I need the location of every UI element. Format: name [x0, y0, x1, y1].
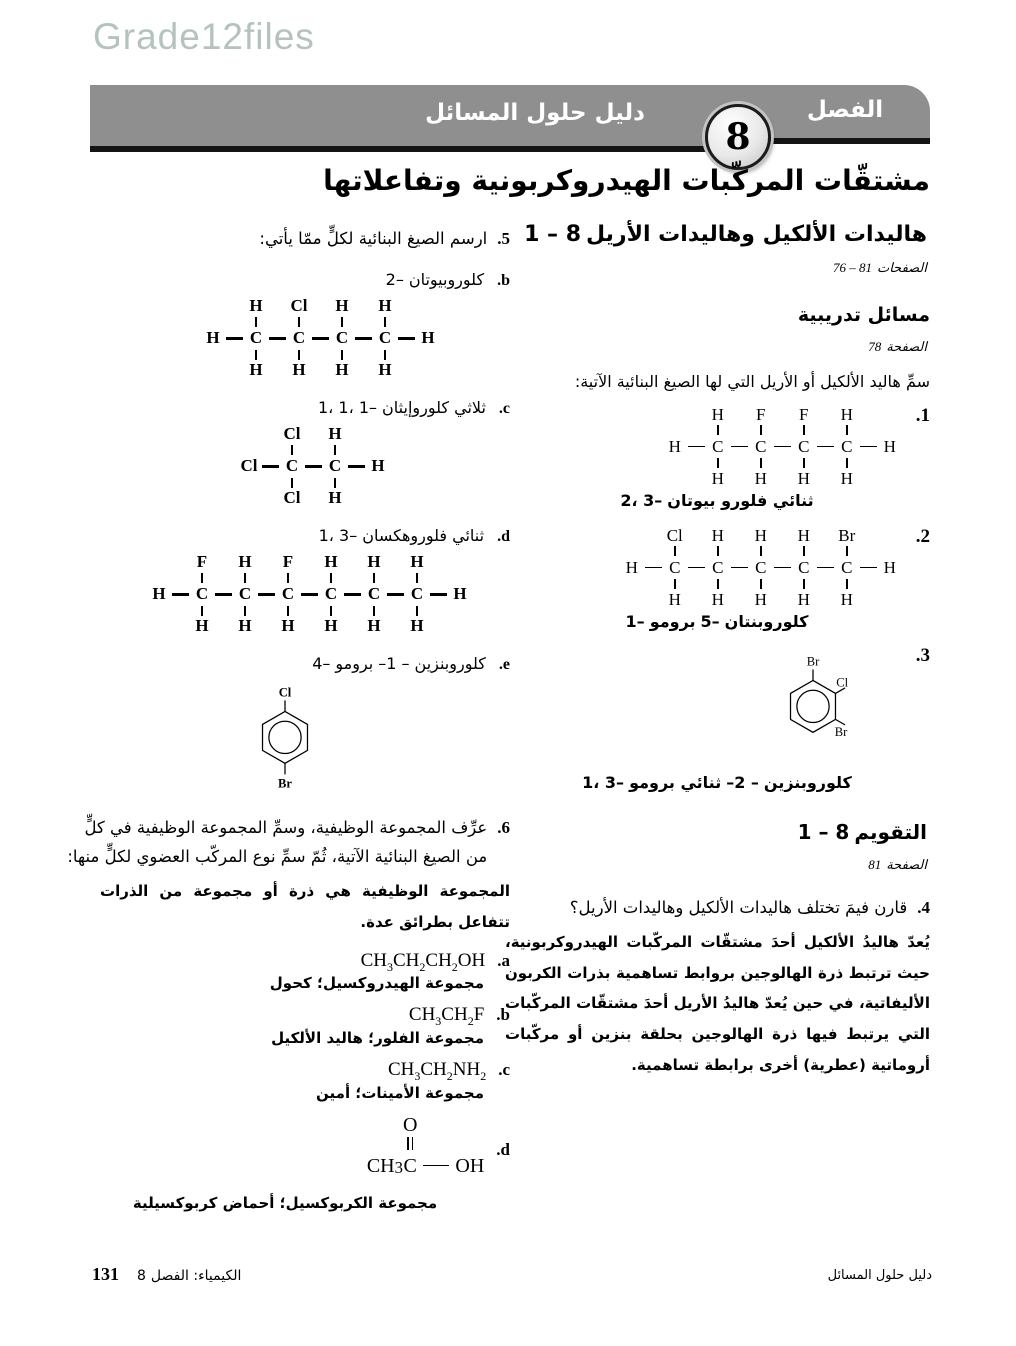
page-title: مشتقّات المركّبات الهيدروكربونية وتفاعلاتها	[323, 164, 930, 197]
item-letter: b.	[496, 1005, 510, 1025]
question-4-text: قارن فيمَ تختلف هاليدات الألكيل وهاليدات الأريل؟	[569, 897, 908, 917]
item-6a	[60, 950, 510, 975]
chemical-formula: $CH_3CH_2F$	[408, 1004, 485, 1029]
question-number: 4.	[917, 897, 930, 917]
item-6d	[60, 1114, 510, 1178]
question-4	[505, 895, 930, 921]
structure-diagram-dibromochlorobenzene	[754, 645, 872, 771]
compound-name: كلوروبنزين–1 –برومو4–	[312, 654, 486, 674]
evaluation-heading: التقويم1 – 8	[797, 819, 927, 844]
functional-group-answer: مجموعة الأمينات؛ أمين	[316, 1084, 484, 1103]
item-6b	[60, 1004, 510, 1029]
compound-name: كلوروبيوتان2–	[385, 270, 485, 290]
problem-number: 2.	[915, 525, 930, 547]
problem-3	[505, 645, 930, 771]
compound-name: ثنائي فلوروهكسان1، 3–	[318, 526, 485, 546]
item-letter: b.	[497, 272, 510, 290]
question-6-answer: المجموعة الوظيفية هي ذرة أو مجموعة من الذرات تتفاعل بطرائق عدة.	[100, 882, 510, 931]
practice-page-note: الصفحة78	[868, 339, 927, 354]
item-5d	[60, 526, 510, 546]
question-6	[60, 814, 510, 872]
item-letter: d.	[497, 528, 510, 546]
compound-name: ثلاثي كلوروإيثان1، 1، 1–	[317, 398, 486, 418]
svg-text:Cl: Cl	[278, 685, 292, 700]
structure-diagram-carboxylic-acid: CH 3 O C OH	[366, 1113, 485, 1178]
item-letter: c.	[498, 400, 510, 418]
section-heading: هاليدات الألكيل وهاليدات الأريل1 – 8	[524, 222, 927, 247]
header-underline-left	[90, 146, 716, 152]
item-5c	[60, 398, 510, 418]
structure-block	[60, 424, 510, 508]
left-column	[60, 226, 510, 1212]
answer-caption-2: كلوروبنتان5–برومو1–	[625, 611, 809, 631]
structure-diagram-chlorobutane: H H C H Cl C H H C H H C H H	[206, 296, 435, 380]
structure-block	[60, 676, 510, 802]
chemical-formula: $CH_3CH_2CH_2OH$	[360, 949, 486, 974]
svg-text:Br: Br	[278, 777, 292, 792]
question-number: 6.	[497, 818, 510, 838]
chapter-label: الفصل	[806, 97, 884, 123]
item-6c	[60, 1059, 510, 1084]
structure-diagram-bromochlorobenzene	[226, 676, 344, 802]
item-5e	[60, 654, 510, 674]
answer-caption-3: كلوروبنزين–2 –ثنائي برومو1، 3–	[582, 772, 852, 792]
practice-problems-heading: مسائل تدريبية	[797, 304, 930, 326]
structure-diagram-bromochloropentane: H Cl C H H C H H C H H C H Br C H H	[625, 525, 896, 609]
structure-diagram-trichloroethane: Cl Cl C Cl H C H H	[240, 424, 385, 508]
pages-note: الصفحات76 – 81	[832, 260, 927, 275]
svg-text:Br: Br	[806, 654, 820, 669]
evaluation-page-note: الصفحة81	[868, 856, 927, 872]
answer-caption-1: ثنائي فلورو بيوتان2، 3–	[620, 490, 814, 510]
functional-group-answer: مجموعة الهيدروكسيل؛ كحول	[269, 974, 484, 993]
right-column	[505, 222, 930, 1081]
footer-guide-label: دليل حلول المسائل	[827, 1268, 932, 1283]
question-4-answer: يُعدّ هاليدُ الألكيل أحدَ مشتقّات المركّبات الهيدروكربونية، حيث ترتبط ذرة الهالوجين بروابط تساهمية بذرات الكربون الأليفاتية، في حين يُعدّ هاليدُ الأريل أحدَ مشتقّات المركّبات التي يرتبط فيها ذرة الهالوجين بحلقة بنزين أو مركّبات أروماتية (عطرية) أخرى برابطة تساهمية.	[505, 932, 930, 1074]
book-reference: الكيمياء: الفصل8	[137, 1268, 242, 1284]
item-letter: c.	[498, 1060, 510, 1080]
page-number: 131	[92, 1264, 119, 1284]
item-5b	[60, 270, 510, 290]
question-5-text: ارسم الصيغ البنائية لكلٍّ ممّا يأتي:	[259, 229, 488, 248]
svg-text:Cl: Cl	[836, 674, 848, 689]
problem-2	[505, 526, 930, 610]
structure-block	[60, 296, 510, 380]
structure-block	[60, 552, 510, 636]
structure-diagram-difluorobutane: H H C H F C H F C H H C H H	[668, 404, 896, 488]
item-letter: d.	[496, 1140, 510, 1160]
problem-number: 3.	[915, 644, 930, 666]
item-letter: e.	[498, 656, 510, 674]
question-6-text: عرِّف المجموعة الوظيفية، وسمِّ المجموعة الوظيفية في كلٍّ من الصيغ البنائية الآتية، ثُمّ سمِّ نوع المركّب العضوي لكلٍّ منها:	[67, 818, 488, 867]
svg-text:Br: Br	[834, 724, 848, 739]
chemical-formula: $CH_3CH_2NH_2$	[387, 1059, 487, 1084]
watermark: Grade12files	[93, 16, 315, 57]
question-5	[60, 226, 510, 252]
question-number: 5.	[497, 229, 510, 248]
footer-left	[92, 1264, 244, 1285]
item-letter: a.	[497, 950, 510, 970]
question-intro: سمِّ هاليد الألكيل أو الأريل التي لها الصيغ البنائية الآتية:	[574, 372, 930, 391]
problem-number: 1.	[915, 404, 930, 426]
functional-group-answer: مجموعة الفلور؛ هاليد الألكيل	[271, 1029, 484, 1048]
structure-diagram-difluorohexane: H F C H H C H F C H H C H H C H H C H H	[152, 552, 467, 636]
functional-group-answer: مجموعة الكربوكسيل؛ أحماض كربوكسيلية	[132, 1194, 438, 1213]
solutions-guide-title: دليل حلول المسائل	[425, 100, 645, 126]
problem-1	[505, 405, 930, 489]
chapter-number-badge: 8	[705, 104, 771, 170]
